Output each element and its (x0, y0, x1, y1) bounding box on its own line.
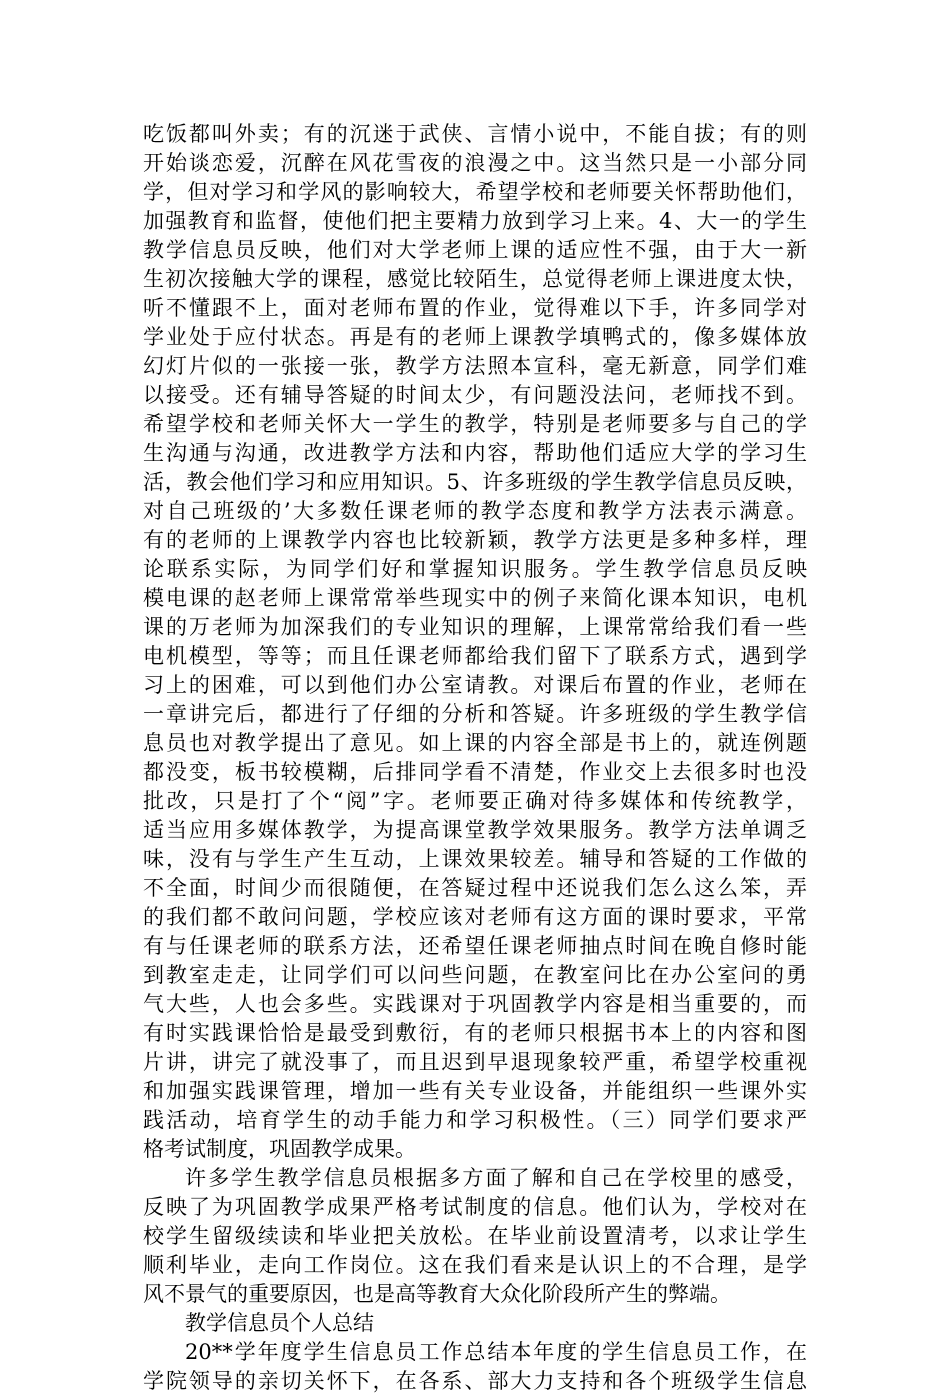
text-line: 校学生留级续读和毕业把关放松。在毕业前设置清考，以求让学生 (143, 1224, 807, 1248)
text-line: 生沟通与沟通，改进教学方法和内容，帮助他们适应大学的学习生 (143, 441, 807, 465)
text-line: 模电课的赵老师上课常常举些现实中的例子来简化课本知识，电机 (143, 586, 807, 610)
text-line: 对自己班级的’大多数任课老师的教学态度和教学方法表示满意。 (143, 499, 807, 523)
section-heading: 教学信息员个人总结 (185, 1311, 374, 1335)
paragraph-3 (143, 1338, 807, 1396)
text-line: 反映了为巩固教学成果严格考试制度的信息。他们认为，学校对在 (143, 1195, 807, 1219)
text-line: 适当应用多媒体教学，为提高课堂教学效果服务。教学方法单调乏 (143, 818, 807, 842)
text-line: 开始谈恋爱，沉醉在风花雪夜的浪漫之中。这当然只是一小部分同 (143, 151, 807, 175)
paragraph-2 (143, 1164, 807, 1309)
text-line: 气大些，人也会多些。实践课对于巩固教学内容是相当重要的，而 (143, 992, 807, 1016)
text-line: 希望学校和老师关怀大一学生的教学，特别是老师要多与自己的学 (143, 412, 807, 436)
text-line: 幻灯片似的一张接一张，教学方法照本宣科，毫无新意，同学们难 (143, 354, 807, 378)
text-line: 一章讲完后，都进行了仔细的分析和答疑。许多班级的学生教学信 (143, 702, 807, 726)
text-line: 学，但对学习和学风的影响较大，希望学校和老师要关怀帮助他们， (143, 180, 807, 204)
text-line: 学业处于应付状态。再是有的老师上课教学填鸭式的，像多媒体放 (143, 325, 807, 349)
text-line: 批改，只是打了个“阅”字。老师要正确对待多媒体和传统教学， (143, 789, 807, 813)
text-line: 论联系实际，为同学们好和掌握知识服务。学生教学信息员反映 (143, 557, 807, 581)
text-line: 和加强实践课管理，增加一些有关专业设备，并能组织一些课外实 (143, 1079, 807, 1103)
text-line: 以接受。还有辅导答疑的时间太少，有问题没法问，老师找不到。 (143, 383, 807, 407)
paragraph-1 (143, 120, 807, 1164)
text-line: 20**学年度学生信息员工作总结本年度的学生信息员工作，在 (185, 1340, 807, 1364)
text-line: 有与任课老师的联系方法，还希望任课老师抽点时间在晚自修时能 (143, 934, 807, 958)
text-line: 风不景气的重要原因，也是高等教育大众化阶段所产生的弊端。 (143, 1282, 731, 1306)
text-line: 不全面，时间少而很随便，在答疑过程中还说我们怎么这么笨，弄 (143, 876, 807, 900)
text-line: 顺利毕业，走向工作岗位。这在我们看来是认识上的不合理，是学 (143, 1253, 807, 1277)
text-line: 习上的困难，可以到他们办公室请教。对课后布置的作业，老师在 (143, 673, 807, 697)
text-line: 听不懂跟不上，面对老师布置的作业，觉得难以下手，许多同学对 (143, 296, 807, 320)
text-line: 活，教会他们学习和应用知识。5、许多班级的学生教学信息员反映， (143, 470, 807, 494)
text-line: 息员也对教学提出了意见。如上课的内容全部是书上的，就连例题 (143, 731, 807, 755)
text-line: 生初次接触大学的课程，感觉比较陌生，总觉得老师上课进度太快， (143, 267, 807, 291)
text-line: 课的万老师为加深我们的专业知识的理解，上课常常给我们看一些 (143, 615, 807, 639)
text-line: 有时实践课恰恰是最受到敷衍，有的老师只根据书本上的内容和图 (143, 1021, 807, 1045)
text-line: 都没变，板书较模糊，后排同学看不清楚，作业交上去很多时也没 (143, 760, 807, 784)
text-line: 到教室走走，让同学们可以问些问题，在教室问比在办公室问的勇 (143, 963, 807, 987)
text-line: 片讲，讲完了就没事了，而且迟到早退现象较严重，希望学校重视 (143, 1050, 807, 1074)
text-line: 践活动，培育学生的动手能力和学习积极性。（三）同学们要求严 (143, 1108, 807, 1132)
text-line: 电机模型，等等；而且任课老师都给我们留下了联系方式，遇到学 (143, 644, 807, 668)
text-line: 吃饭都叫外卖；有的沉迷于武侠、言情小说中，不能自拔；有的则 (143, 122, 807, 146)
text-line: 的我们都不敢问问题，学校应该对老师有这方面的课时要求，平常 (143, 905, 807, 929)
text-line: 格考试制度，巩固教学成果。 (143, 1137, 416, 1161)
text-line: 许多学生教学信息员根据多方面了解和自己在学校里的感受， (185, 1166, 807, 1190)
text-line: 学院领导的亲切关怀下，在各系、部大力支持和各个班级学生信息 (143, 1369, 807, 1393)
text-line: 加强教育和监督，使他们把主要精力放到学习上来。4、大一的学生 (143, 209, 807, 233)
text-line: 味，没有与学生产生互动，上课效果较差。辅导和答疑的工作做的 (143, 847, 807, 871)
text-line: 教学信息员反映，他们对大学老师上课的适应性不强，由于大一新 (143, 238, 807, 262)
text-line: 有的老师的上课教学内容也比较新颖，教学方法更是多种多样，理 (143, 528, 807, 552)
document-body (143, 120, 807, 1396)
